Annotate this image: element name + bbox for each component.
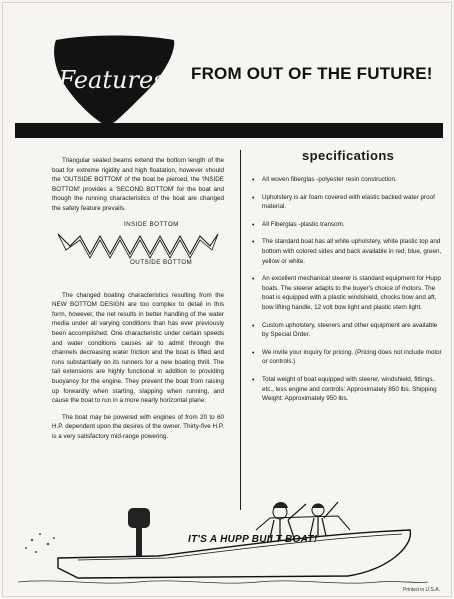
specifications-title: specifications	[302, 148, 395, 163]
boat-drawing	[18, 500, 428, 590]
printed-notice: Printed in U.S.A.	[403, 587, 440, 593]
spec-item	[252, 193, 442, 212]
hull-profile-drawing	[52, 230, 224, 262]
left-column	[52, 156, 224, 448]
bullet-icon: •	[252, 376, 255, 384]
bullet-icon: •	[252, 194, 255, 202]
specifications-column	[252, 148, 442, 412]
features-badge-shape	[48, 32, 180, 130]
spec-item	[252, 375, 442, 404]
bottom-design-paragraph: The changed boating characteristics resulting from the NEW BOTTOM DESIGN are too complex to detail in this form, however, the net results in better handling of the water media under all varying conditions than has ever previously been accomplished. One characteristic under certain speeds and water conditions causes air to admit through the channels decreasing water friction and the boat is lifted and runs substantially on its runners for a new boating thrill. The tail extensions are highly functional in addition to providing buoyancy for the engine. They prevent the boat from raising up forwardly when starting, slapping when running, and cause the boat to run in a more nearly horizontal plane.	[52, 291, 224, 405]
intro-paragraph: Triangular sealed beams extend the bottom length of the boat for extreme rigidity and high floatation, however should the 'OUTSIDE BOTTOM' of the boat be pierced, the 'INSIDE BOTTOM' provides a 'SECOND BOTTOM' for the boat and though the running characteristics of the boat are changed the safety feature prevails.	[52, 157, 224, 212]
spec-item	[252, 220, 442, 230]
header-bar	[15, 123, 443, 138]
bullet-icon: •	[252, 349, 255, 357]
spec-item-text: The standard boat has all white upholstery, white plastic top and bottom with colored sides and back available in red, blue, green, yellow or white.	[262, 238, 442, 265]
bullet-icon: •	[252, 322, 255, 330]
spec-item	[252, 237, 442, 266]
spec-item-text: Custom upholstery, steerers and other equipment are available by Special Order.	[262, 321, 438, 339]
hull-cross-section-diagram	[52, 221, 224, 281]
boat-hull-caption: IT'S A HUPP BUILT BOAT!	[188, 534, 318, 545]
spec-item	[252, 321, 442, 340]
inside-bottom-label: INSIDE BOTTOM	[124, 220, 179, 228]
headline: FROM OUT OF THE FUTURE!	[191, 64, 433, 83]
features-badge	[48, 32, 180, 130]
spec-item-text: All Fiberglas -plastic transom.	[262, 220, 345, 228]
outboard-motor	[128, 508, 150, 528]
bullet-icon: •	[252, 177, 255, 184]
bullet-icon: •	[252, 221, 255, 229]
outside-bottom-label: OUTSIDE BOTTOM	[130, 258, 193, 266]
badge-text: Features	[58, 66, 166, 94]
bullet-icon: •	[252, 276, 255, 284]
spec-item	[252, 175, 442, 185]
spec-item-text: We invite your inquiry for pricing. (Pricing does not include motor or controls.)	[262, 348, 442, 366]
spec-item	[252, 274, 442, 312]
bullet-icon: •	[252, 239, 255, 247]
column-divider	[240, 150, 241, 510]
spec-item	[252, 348, 442, 367]
spec-item-text: Total weight of boat equipped with steerer, windshield, fittings, etc., less engine and controls: Approximately 850 lbs. Shipping Weight: Approximately 950 lbs.	[262, 375, 437, 403]
spec-item-text: Upholstery is air foam covered with elastic backed water proof material.	[262, 193, 435, 211]
spec-item-text: An excellent mechanical steerer is standard equipment for Hupp boats. The steerer adapts to the buyer's choice of motors. The boat is equipped with a plastic windshield, chocks bow and aft, bow lifting handle, 12 volt bow light and plastic stern light.	[262, 275, 441, 311]
boat-illustration	[18, 500, 428, 590]
specifications-list	[252, 175, 442, 404]
spec-item-text: All woven fiberglas -polyester resin construction.	[262, 176, 397, 183]
power-paragraph: The boat may be powered with engines of from 20 to 60 H.P. dependent upon the desires of the owner. Thirty-five H.P. is a very satisfactory mid-range powering.	[52, 413, 224, 440]
